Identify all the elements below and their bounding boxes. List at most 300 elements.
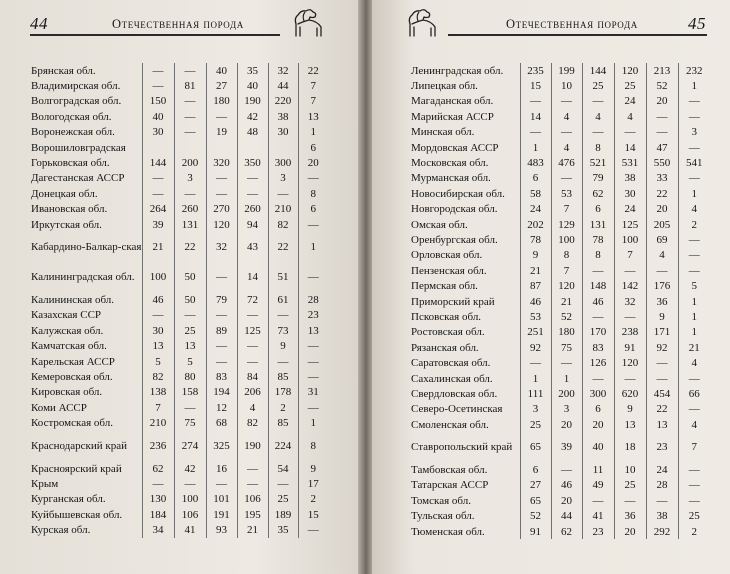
value-cell: 24 (614, 94, 646, 109)
region-name: Куйбышевская обл. (31, 508, 123, 521)
value-cell: 138 (142, 385, 174, 400)
value-cell: 178 (268, 385, 298, 400)
region-name: Тамбовская обл. (411, 464, 488, 477)
right-data-table (410, 63, 710, 539)
value-cell: 9 (268, 338, 298, 353)
value-cell: 21 (520, 263, 551, 278)
value-cell: 6 (582, 402, 614, 417)
table-row (410, 232, 710, 247)
value-cell: 8 (310, 439, 316, 452)
region-name: Пермская обл. (411, 280, 478, 293)
value-cell: 120 (614, 63, 646, 78)
region-name: Ивановская обл. (31, 203, 108, 216)
value-cell: 1 (310, 126, 316, 139)
value-cell: — (614, 263, 646, 278)
value-cell: 38 (646, 509, 678, 524)
value-cell: 4 (691, 357, 697, 370)
value-cell: — (646, 355, 678, 370)
value-cell: 5 (142, 354, 174, 369)
value-cell: 48 (237, 125, 268, 140)
value-cell: 20 (614, 524, 646, 539)
value-cell: 3 (268, 171, 298, 186)
value-cell: 39 (551, 432, 582, 462)
value-cell: 20 (551, 417, 582, 432)
table-row (30, 292, 328, 307)
value-cell: 120 (614, 355, 646, 370)
value-cell: 25 (688, 510, 700, 523)
value-cell: 300 (582, 386, 614, 401)
value-cell: 620 (614, 386, 646, 401)
value-cell: — (614, 309, 646, 324)
region-name: Курская обл. (31, 524, 91, 537)
table-row (410, 94, 710, 109)
value-cell: 190 (237, 94, 268, 109)
value-cell: 6 (310, 141, 316, 154)
value-cell: 148 (582, 278, 614, 293)
value-cell: — (688, 249, 700, 262)
region-name: Краснодарский край (31, 439, 128, 452)
value-cell: — (237, 476, 268, 491)
table-row (410, 109, 710, 124)
value-cell: 251 (520, 325, 551, 340)
value-cell: 9 (614, 402, 646, 417)
value-cell: 46 (551, 478, 582, 493)
table-row (30, 385, 328, 400)
value-cell: 7 (551, 202, 582, 217)
region-name: Казахская ССР (31, 309, 102, 322)
value-cell: 78 (520, 232, 551, 247)
region-name: Кабардино-Балкар-ская (31, 241, 142, 254)
table-row (30, 109, 328, 124)
value-cell: — (520, 355, 551, 370)
value-cell: — (688, 233, 700, 246)
value-cell: 8 (310, 187, 316, 200)
value-cell: — (174, 308, 206, 323)
value-cell: 189 (268, 507, 298, 522)
region-name: Свердловская обл. (411, 387, 498, 400)
table-row (30, 171, 328, 186)
value-cell: 454 (646, 386, 678, 401)
value-cell: 85 (268, 415, 298, 430)
value-cell: 22 (307, 64, 319, 77)
region-name: Марийская АССР (411, 110, 494, 123)
value-cell: 206 (237, 385, 268, 400)
value-cell: 202 (520, 217, 551, 232)
value-cell: 44 (268, 78, 298, 93)
value-cell: 31 (307, 386, 319, 399)
right-page (372, 0, 730, 574)
region-name: Ростовская обл. (411, 326, 485, 339)
value-cell: — (646, 493, 678, 508)
table-row (410, 125, 710, 140)
value-cell: — (174, 476, 206, 491)
value-cell: — (688, 264, 700, 277)
value-cell: 27 (520, 478, 551, 493)
region-name: Мордовская АССР (411, 141, 499, 154)
running-title: Отечественная порода (112, 17, 244, 31)
value-cell: — (268, 186, 298, 201)
value-cell: 1 (691, 310, 697, 323)
value-cell: 129 (551, 217, 582, 232)
value-cell: 6 (582, 202, 614, 217)
value-cell: 75 (551, 340, 582, 355)
value-cell: 33 (646, 171, 678, 186)
value-cell: 14 (237, 262, 268, 292)
value-cell: 17 (307, 477, 319, 490)
value-cell: 1 (691, 295, 697, 308)
table-row (30, 522, 328, 537)
value-cell: 4 (614, 109, 646, 124)
region-name: Липецкая обл. (411, 80, 478, 93)
value-cell: — (688, 95, 700, 108)
value-cell: 32 (206, 232, 237, 262)
value-cell: 18 (614, 432, 646, 462)
value-cell: — (206, 109, 237, 124)
table-row (410, 402, 710, 417)
value-cell: 19 (206, 125, 237, 140)
value-cell: 8 (551, 248, 582, 263)
value-cell: 180 (206, 94, 237, 109)
value-cell: 106 (237, 492, 268, 507)
value-cell: — (206, 262, 237, 292)
value-cell: 83 (582, 340, 614, 355)
value-cell: 1 (691, 187, 697, 200)
value-cell: 9 (310, 462, 316, 475)
value-cell: 20 (646, 94, 678, 109)
table-row (410, 186, 710, 201)
table-row (30, 262, 328, 292)
value-cell: 205 (646, 217, 678, 232)
region-name: Горьковская обл. (31, 157, 110, 170)
value-cell: 68 (206, 415, 237, 430)
value-cell: 320 (206, 155, 237, 170)
value-cell: 30 (268, 125, 298, 140)
table-row (410, 325, 710, 340)
value-cell: 43 (237, 232, 268, 262)
value-cell: 101 (206, 492, 237, 507)
value-cell: 28 (646, 478, 678, 493)
value-cell: 51 (268, 262, 298, 292)
table-row (30, 461, 328, 476)
value-cell: 2 (268, 400, 298, 415)
region-name: Брянская обл. (31, 64, 96, 77)
value-cell: 7 (691, 441, 697, 454)
value-cell: 8 (582, 140, 614, 155)
value-cell: 38 (614, 171, 646, 186)
value-cell: 120 (551, 278, 582, 293)
value-cell: 25 (614, 78, 646, 93)
value-cell: 72 (237, 292, 268, 307)
value-cell: 100 (174, 492, 206, 507)
value-cell: 142 (614, 278, 646, 293)
value-cell: — (307, 271, 319, 284)
value-cell: — (307, 524, 319, 537)
value-cell: — (688, 479, 700, 492)
value-cell: 25 (582, 78, 614, 93)
value-cell: 66 (688, 387, 700, 400)
region-name: Тульская обл. (411, 510, 475, 523)
value-cell: 40 (582, 432, 614, 462)
table-row (410, 417, 710, 432)
value-cell: — (206, 354, 237, 369)
value-cell: 224 (268, 431, 298, 461)
region-name: Приморский край (411, 295, 495, 308)
value-cell: — (582, 94, 614, 109)
region-name: Новосибирская обл. (411, 187, 505, 200)
header-rule (448, 34, 707, 36)
value-cell: 125 (237, 323, 268, 338)
value-cell: 30 (142, 323, 174, 338)
value-cell: — (646, 263, 678, 278)
value-cell: 32 (614, 294, 646, 309)
value-cell: 1 (310, 417, 316, 430)
region-name: Курганская обл. (31, 493, 106, 506)
value-cell: 4 (646, 248, 678, 263)
region-name: Минская обл. (411, 126, 475, 139)
value-cell: 30 (142, 125, 174, 140)
value-cell: 2 (310, 493, 316, 506)
value-cell: — (551, 171, 582, 186)
value-cell: 52 (551, 309, 582, 324)
value-cell: 89 (206, 323, 237, 338)
value-cell: 92 (646, 340, 678, 355)
value-cell: 238 (614, 325, 646, 340)
value-cell: 62 (582, 186, 614, 201)
value-cell: — (237, 338, 268, 353)
table-row (410, 432, 710, 462)
value-cell: — (688, 372, 700, 385)
value-cell: — (268, 308, 298, 323)
value-cell: 4 (691, 418, 697, 431)
value-cell: 270 (206, 202, 237, 217)
value-cell: — (142, 476, 174, 491)
table-row (30, 323, 328, 338)
value-cell: — (142, 186, 174, 201)
table-row (410, 294, 710, 309)
region-name: Владимирская обл. (31, 80, 121, 93)
region-name: Донецкая обл. (31, 187, 98, 200)
table-row (410, 524, 710, 539)
value-cell: 3 (551, 402, 582, 417)
value-cell: 24 (614, 202, 646, 217)
value-cell: 125 (614, 217, 646, 232)
value-cell: — (307, 172, 319, 185)
value-cell: 16 (206, 461, 237, 476)
value-cell: 75 (174, 415, 206, 430)
value-cell: — (646, 109, 678, 124)
table-row (410, 155, 710, 170)
value-cell: 158 (174, 385, 206, 400)
value-cell: 21 (237, 522, 268, 537)
value-cell: 2 (691, 218, 697, 231)
value-cell: — (206, 476, 237, 491)
value-cell: 4 (551, 109, 582, 124)
value-cell: — (582, 263, 614, 278)
value-cell: — (268, 354, 298, 369)
value-cell: 94 (237, 217, 268, 232)
region-name: Томская обл. (411, 494, 471, 507)
value-cell: 235 (520, 63, 551, 78)
value-cell: 52 (646, 78, 678, 93)
value-cell (174, 140, 206, 155)
value-cell: 93 (206, 522, 237, 537)
value-cell: — (237, 171, 268, 186)
value-cell: — (307, 370, 319, 383)
running-title: Отечественная порода (506, 17, 638, 31)
region-name: Смоленская обл. (411, 418, 489, 431)
table-row (410, 355, 710, 370)
value-cell: — (237, 308, 268, 323)
value-cell: 260 (174, 202, 206, 217)
table-row (410, 462, 710, 477)
value-cell: 44 (551, 509, 582, 524)
page-number: 45 (688, 14, 706, 33)
value-cell: 130 (142, 492, 174, 507)
value-cell: 25 (520, 417, 551, 432)
value-cell: 25 (614, 478, 646, 493)
value-cell: 62 (142, 461, 174, 476)
value-cell: 199 (551, 63, 582, 78)
region-name: Северо-Осетинская (411, 403, 503, 416)
region-name: Тюменская обл. (411, 525, 485, 538)
table-row (30, 186, 328, 201)
value-cell: 7 (614, 248, 646, 263)
value-cell: — (206, 171, 237, 186)
value-cell: 4 (582, 109, 614, 124)
value-cell: 21 (551, 294, 582, 309)
table-row (410, 309, 710, 324)
value-cell: 30 (614, 186, 646, 201)
value-cell: 210 (142, 415, 174, 430)
value-cell: — (268, 476, 298, 491)
value-cell: — (646, 371, 678, 386)
value-cell: 92 (520, 340, 551, 355)
value-cell: 65 (520, 432, 551, 462)
table-row (30, 140, 328, 155)
table-row (30, 308, 328, 323)
value-cell: 25 (268, 492, 298, 507)
value-cell: 4 (691, 203, 697, 216)
value-cell: 24 (520, 202, 551, 217)
value-cell: — (206, 308, 237, 323)
value-cell: 131 (582, 217, 614, 232)
value-cell: — (582, 309, 614, 324)
value-cell: 14 (614, 140, 646, 155)
table-row (30, 232, 328, 262)
value-cell: — (237, 186, 268, 201)
region-name: Красноярский край (31, 462, 122, 475)
value-cell: 36 (614, 509, 646, 524)
value-cell: 550 (646, 155, 678, 170)
value-cell: — (307, 401, 319, 414)
value-cell: 232 (686, 64, 703, 77)
value-cell: 106 (174, 507, 206, 522)
value-cell: — (520, 94, 551, 109)
value-cell: — (174, 109, 206, 124)
dog-icon (288, 6, 326, 40)
region-name: Пензенская обл. (411, 264, 487, 277)
table-row (410, 340, 710, 355)
table-row (30, 369, 328, 384)
value-cell: — (688, 141, 700, 154)
value-cell: 120 (206, 217, 237, 232)
value-cell: — (174, 125, 206, 140)
table-row (30, 217, 328, 232)
value-cell: 184 (142, 507, 174, 522)
value-cell: 23 (582, 524, 614, 539)
table-row (30, 338, 328, 353)
value-cell: 54 (268, 461, 298, 476)
region-name: Камчатская обл. (31, 340, 107, 353)
table-row (30, 415, 328, 430)
value-cell: 80 (174, 369, 206, 384)
region-name: Рязанская обл. (411, 341, 479, 354)
value-cell: 21 (142, 232, 174, 262)
value-cell: — (614, 371, 646, 386)
region-name: Иркутская обл. (31, 218, 102, 231)
value-cell: 22 (646, 186, 678, 201)
value-cell: 131 (174, 217, 206, 232)
value-cell: 40 (142, 109, 174, 124)
value-cell: — (688, 403, 700, 416)
value-cell: — (142, 171, 174, 186)
table-row (30, 63, 328, 78)
value-cell: 22 (268, 232, 298, 262)
value-cell: 49 (582, 478, 614, 493)
value-cell: 41 (582, 509, 614, 524)
value-cell: 23 (646, 432, 678, 462)
value-cell: 180 (551, 325, 582, 340)
value-cell: 82 (268, 217, 298, 232)
value-cell: 171 (646, 325, 678, 340)
page-number: 44 (30, 14, 48, 33)
region-name: Омская обл. (411, 218, 468, 231)
value-cell: 14 (520, 109, 551, 124)
value-cell: — (551, 462, 582, 477)
value-cell: 1 (310, 241, 316, 254)
value-cell: 23 (307, 309, 319, 322)
value-cell: — (582, 125, 614, 140)
value-cell: 35 (268, 522, 298, 537)
value-cell: 40 (206, 63, 237, 78)
region-name: Кировская обл. (31, 386, 103, 399)
value-cell: 190 (237, 431, 268, 461)
value-cell: 13 (307, 110, 319, 123)
value-cell: 15 (307, 508, 319, 521)
value-cell: 40 (237, 78, 268, 93)
value-cell: 13 (307, 324, 319, 337)
value-cell: 194 (206, 385, 237, 400)
table-row (30, 354, 328, 369)
table-row (410, 171, 710, 186)
value-cell: — (307, 355, 319, 368)
table-row (410, 248, 710, 263)
value-cell: 4 (237, 400, 268, 415)
table-row (410, 217, 710, 232)
value-cell: 100 (142, 262, 174, 292)
region-name: Ставропольский край (411, 441, 513, 454)
value-cell (206, 140, 237, 155)
value-cell: 81 (174, 78, 206, 93)
value-cell: 20 (582, 417, 614, 432)
value-cell: 3 (691, 126, 697, 139)
value-cell: — (174, 63, 206, 78)
value-cell: 46 (142, 292, 174, 307)
value-cell: — (646, 125, 678, 140)
value-cell: 83 (206, 369, 237, 384)
value-cell: 236 (142, 431, 174, 461)
value-cell: 7 (310, 95, 316, 108)
